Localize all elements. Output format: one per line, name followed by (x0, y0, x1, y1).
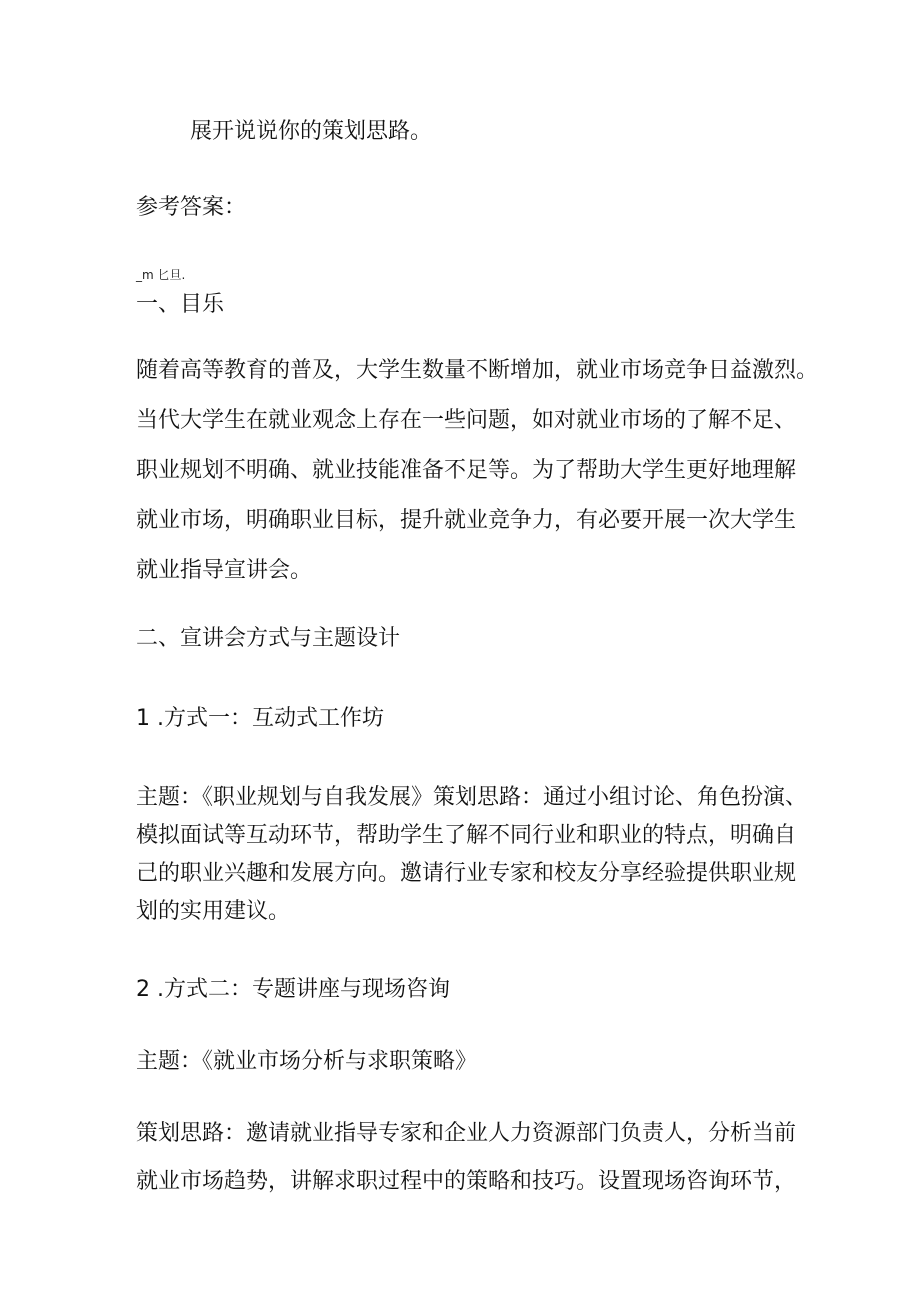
method2-theme: 主题：《就业市场分析与求职策略》 (136, 1049, 478, 1074)
section2-heading: 二、宣讲会方式与主题设计 (136, 626, 401, 651)
answer-label: 参考答案： (136, 195, 247, 220)
section1-heading: 一、目乐 (136, 292, 225, 317)
method1-body-line: 主题：《职业规划与自我发展》策划思路：通过小组讨论、角色扮演、 (136, 785, 808, 810)
method1-heading: 1 .方式一：互动式工作坊 (136, 706, 384, 731)
method1-body-line: 划的实用建议。 (136, 899, 291, 924)
section1-body-line: 就业指导宣讲会。 (136, 558, 313, 583)
method1-body-line: 己的职业兴趣和发展方向。邀请行业专家和校友分享经验提供职业规 (136, 861, 797, 886)
method1-body-line: 模拟面试等互动环节，帮助学生了解不同行业和职业的特点，明确自 (136, 823, 797, 848)
section1-body-line: 随着高等教育的普及，大学生数量不断增加，就业市场竞争日益激烈。 (136, 358, 819, 383)
section1-body-line: 就业市场，明确职业目标，提升就业竞争力，有必要开展一次大学生 (136, 508, 797, 533)
method2-heading: 2 .方式二：专题讲座与现场咨询 (136, 977, 450, 1002)
section1-body-line: 当代大学生在就业观念上存在一些问题，如对就业市场的了解不足、 (136, 408, 797, 433)
text-line-intro: 展开说说你的策划思路。 (190, 119, 433, 144)
method2-body-line: 就业市场趋势，讲解求职过程中的策略和技巧。设置现场咨询环节， (136, 1169, 797, 1194)
method2-body-line: 策划思路：邀请就业指导专家和企业人力资源部门负责人，分析当前 (136, 1121, 797, 1146)
scan-artifact-mark: _m 匕旦. (136, 268, 186, 282)
section1-body-line: 职业规划不明确、就业技能准备不足等。为了帮助大学生更好地理解 (136, 458, 797, 483)
